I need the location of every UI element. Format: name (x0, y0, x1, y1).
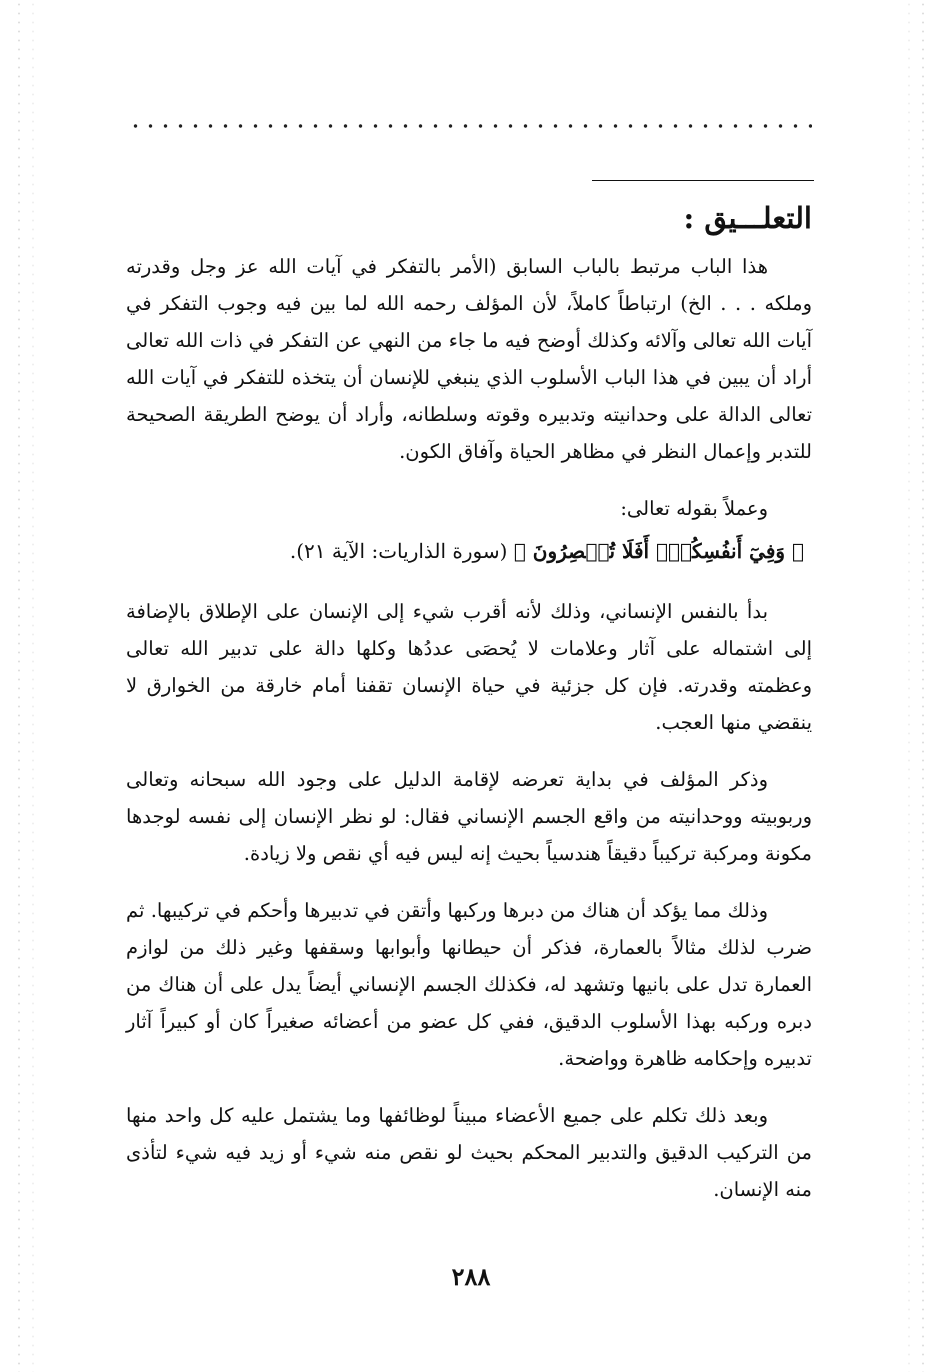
paragraph-1: هذا الباب مرتبط بالباب السابق (الأمر بالتفكر في آيات الله عز وجل وقدرته وملكه . . . الخ) ارتباطاً كاملاً، لأن المؤلف رحمه الله لما بين فيه وجوب التفكر في آيات الله تعالى وآلائه وكذلك أوضح فيه ما جاء من النهي عن التفكر في ذات الله تعالى أراد أن يبين في هذا الباب الأسلوب الذي ينبغي للإنسان أن يتخذه للتفكر في آيات الله تعالى الدالة على وحدانيته وتدبيره وقوته وسلطانه، وأراد أن يوضح الطريقة الصحيحة للتدبر وإعمال النظر في مظاهر الحياة وآفاق الكون. (126, 255, 812, 463)
paragraph-5: وذلك مما يؤكد أن هناك من دبرها وركبها وأتقن في تدبيرها وأحكم في تركيبها. ثم ضرب لذلك مثالاً بالعمارة، فذكر أن حيطانها وأبوابها وسقفها وغير ذلك من لوازم العمارة تدل على بانيها وتشهد له، فكذلك الجسم الإنساني أيضاً يدل على أن هناك من دبره وركبه بهذا الأسلوب الدقيق، ففي كل عضو من أعضائه صغيراً كان أو كبيراً آثار تدبيره وإحكامه ظاهرة وواضحة. (126, 899, 812, 1070)
paragraph-3: بدأ بالنفس الإنساني، وذلك لأنه أقرب شيء إلى الإنسان على الإطلاق بالإضافة إلى اشتماله على آثار وعلامات لا يُحصَى عددُها وكلها دالة على تدبير الله تعالى وعظمته وقدرته. فإن كل جزئية في حياة الإنسان تقفنا أمام خارقة من الخوارق لا ينقضي منها العجب. (126, 600, 812, 734)
paragraph-2: وعملاً بقوله تعالى: (620, 497, 768, 520)
dotted-separator (128, 122, 812, 130)
verse-reference: (سورة الذاريات: الآية ٢١). (289, 539, 508, 563)
heading-rule (592, 180, 814, 181)
verse-text: ﴿ وَفِيٓ أَنفُسِكُمۡۚ أَفَلَا تُبۡصِرُونَ ﴾ (513, 539, 804, 563)
page-content (126, 196, 812, 1228)
section-heading: التعلـــيق : (683, 201, 812, 235)
quran-verse (126, 531, 812, 571)
paragraph-4: وذكر المؤلف في بداية تعرضه لإقامة الدليل على وجود الله سبحانه وتعالى وربوبيته ووحدانيته من واقع الجسم الإنساني فقال: لو نظر الإنسان إلى نفسه لوجدها مكونة ومركبة تركيباً دقيقاً هندسياً بحيث إنه ليس فيه أي نقص ولا زيادة. (126, 768, 812, 865)
page-edge-dots-left-inner (30, 0, 36, 1372)
page-edge-dots-right (920, 0, 926, 1372)
page-edge-dots-left (16, 0, 22, 1372)
paragraph-6: وبعد ذلك تكلم على جميع الأعضاء مبيناً لوظائفها وما يشتمل عليه كل واحد منها من التركيب الدقيق والتدبير المحكم بحيث لو نقص منه شيء أو زيد فيه شيء لتأذى منه الإنسان. (126, 1104, 812, 1201)
page-number: ٢٨٨ (451, 1262, 491, 1291)
page-edge-dots-right-inner (906, 0, 912, 1372)
